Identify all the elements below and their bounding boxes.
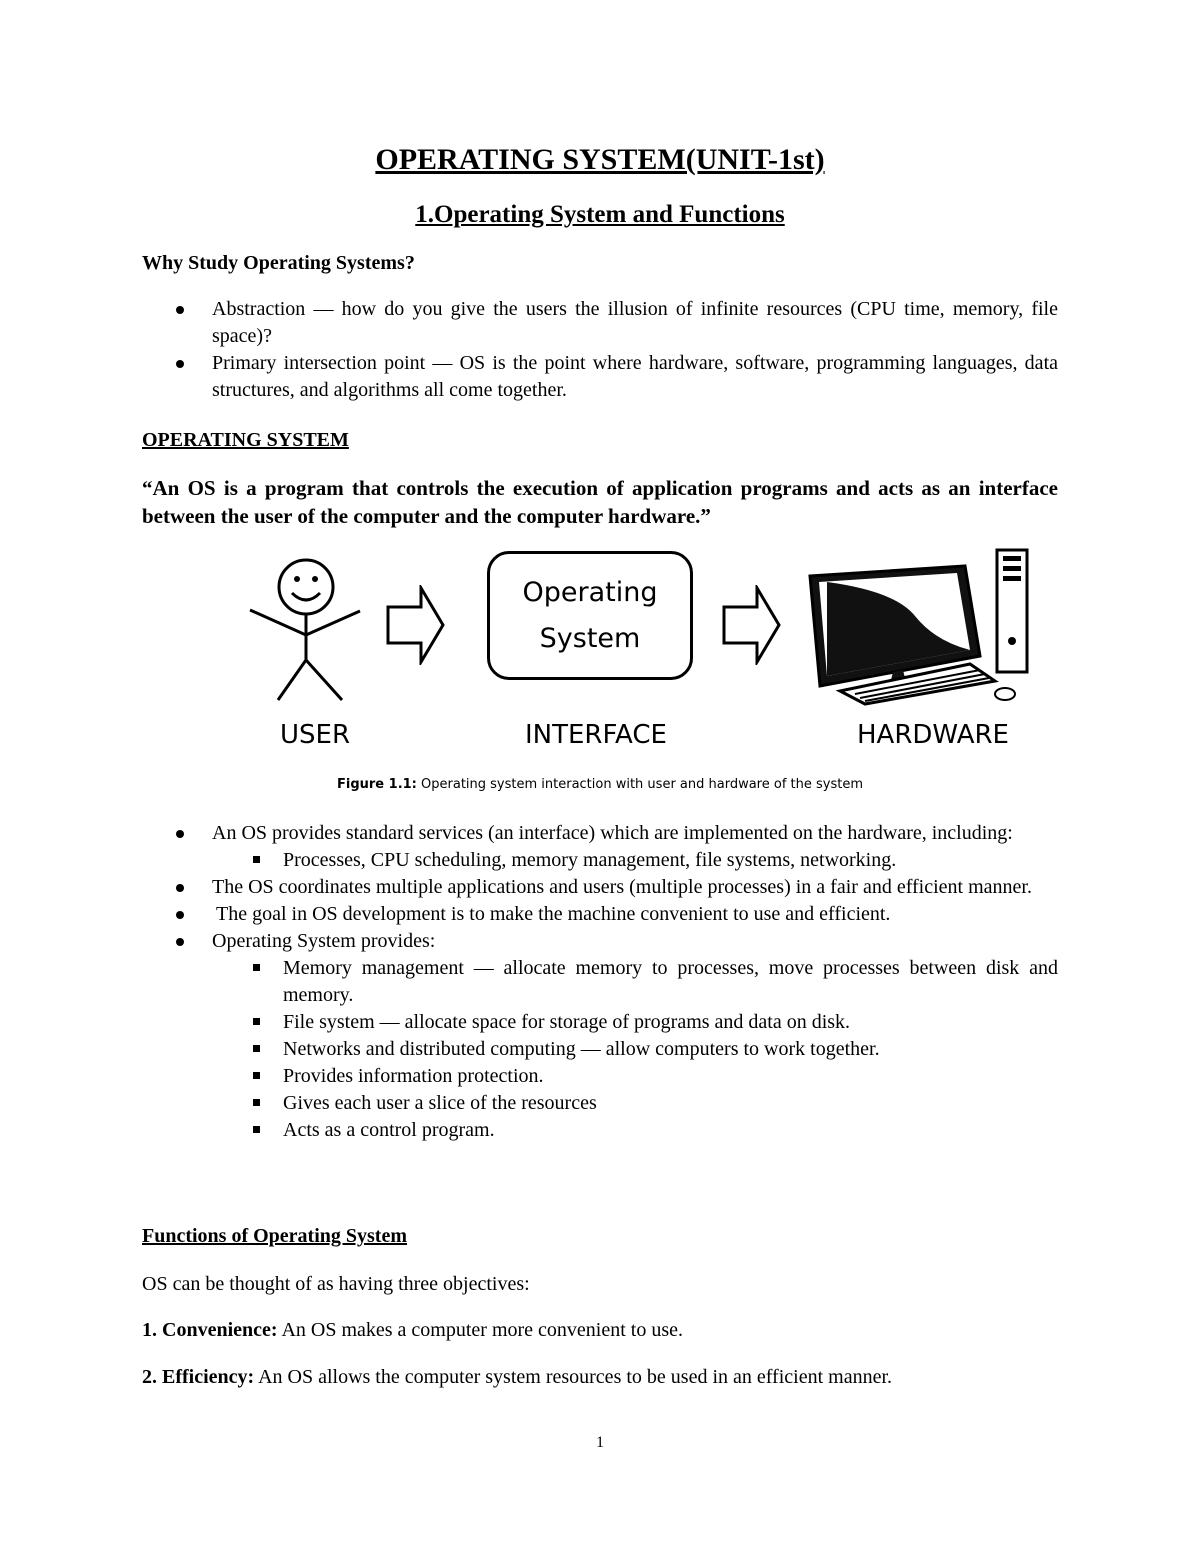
list-item: An OS provides standard services (an interface) which are implemented on the hardware, including: bbox=[142, 820, 1058, 847]
operating-system-box bbox=[487, 551, 693, 680]
services-list bbox=[142, 820, 1058, 1144]
os-definition: “An OS is a program that controls the execution of application programs and acts as an interface between the user of the computer and the computer hardware.” bbox=[142, 476, 1058, 528]
page-number: 1 bbox=[596, 1434, 604, 1451]
label-user: USER bbox=[279, 720, 351, 750]
label-interface: INTERFACE bbox=[525, 720, 667, 750]
arrow-right-icon bbox=[385, 585, 447, 665]
why-section bbox=[142, 250, 1058, 404]
services-section bbox=[142, 820, 1058, 1144]
caption-prefix: Figure 1.1: bbox=[337, 777, 417, 792]
os-box-line1: Operating bbox=[522, 576, 658, 608]
functions-heading: Functions of Operating System bbox=[142, 1225, 407, 1247]
objective-label: 1. Convenience: bbox=[142, 1319, 278, 1341]
sub-list-item: Networks and distributed computing — allow computers to work together. bbox=[142, 1036, 1058, 1063]
section-title: 1.Operating System and Functions bbox=[415, 201, 785, 228]
computer-hardware-icon bbox=[805, 546, 1035, 706]
list-item: Operating System provides: bbox=[142, 928, 1058, 955]
os-heading: OPERATING SYSTEM bbox=[142, 429, 349, 451]
sub-list-item: File system — allocate space for storage of programs and data on disk. bbox=[142, 1009, 1058, 1036]
sub-list-item: Provides information protection. bbox=[142, 1063, 1058, 1090]
objective-text: An OS makes a computer more convenient to use. bbox=[277, 1319, 684, 1341]
os-box-line2: System bbox=[539, 622, 641, 654]
list-item: The goal in OS development is to make the machine convenient to use and efficient. bbox=[142, 901, 1058, 928]
figure-caption bbox=[0, 777, 1200, 792]
page-title: OPERATING SYSTEM(UNIT-1st) bbox=[375, 143, 825, 176]
objective-efficiency bbox=[142, 1364, 1058, 1391]
caption-text: Operating system interaction with user and hardware of the system bbox=[416, 777, 863, 792]
functions-intro: OS can be thought of as having three objectives: bbox=[142, 1273, 530, 1295]
sub-list-item: Processes, CPU scheduling, memory management, file systems, networking. bbox=[142, 847, 1058, 874]
stick-figure-user bbox=[240, 555, 370, 705]
sub-list-item: Acts as a control program. bbox=[142, 1117, 1058, 1144]
why-bullet-list bbox=[142, 296, 1058, 404]
os-interaction-diagram bbox=[0, 540, 1200, 765]
objective-text: An OS allows the computer system resources to be used in an efficient manner. bbox=[254, 1366, 892, 1388]
sub-list-item: Gives each user a slice of the resources bbox=[142, 1090, 1058, 1117]
objective-convenience bbox=[142, 1317, 1058, 1344]
why-heading: Why Study Operating Systems? bbox=[142, 252, 415, 274]
arrow-right-icon bbox=[721, 585, 783, 665]
list-item: Abstraction — how do you give the users the illusion of infinite resources (CPU time, memory, file space)? bbox=[142, 296, 1058, 350]
list-item: The OS coordinates multiple applications and users (multiple processes) in a fair and efficient manner. bbox=[142, 874, 1058, 901]
list-item: Primary intersection point — OS is the point where hardware, software, programming languages, data structures, and algorithms all come together. bbox=[142, 350, 1058, 404]
sub-list-item: Memory management — allocate memory to processes, move processes between disk and memory. bbox=[142, 955, 1058, 1009]
objective-label: 2. Efficiency: bbox=[142, 1366, 255, 1388]
label-hardware: HARDWARE bbox=[857, 720, 1009, 750]
